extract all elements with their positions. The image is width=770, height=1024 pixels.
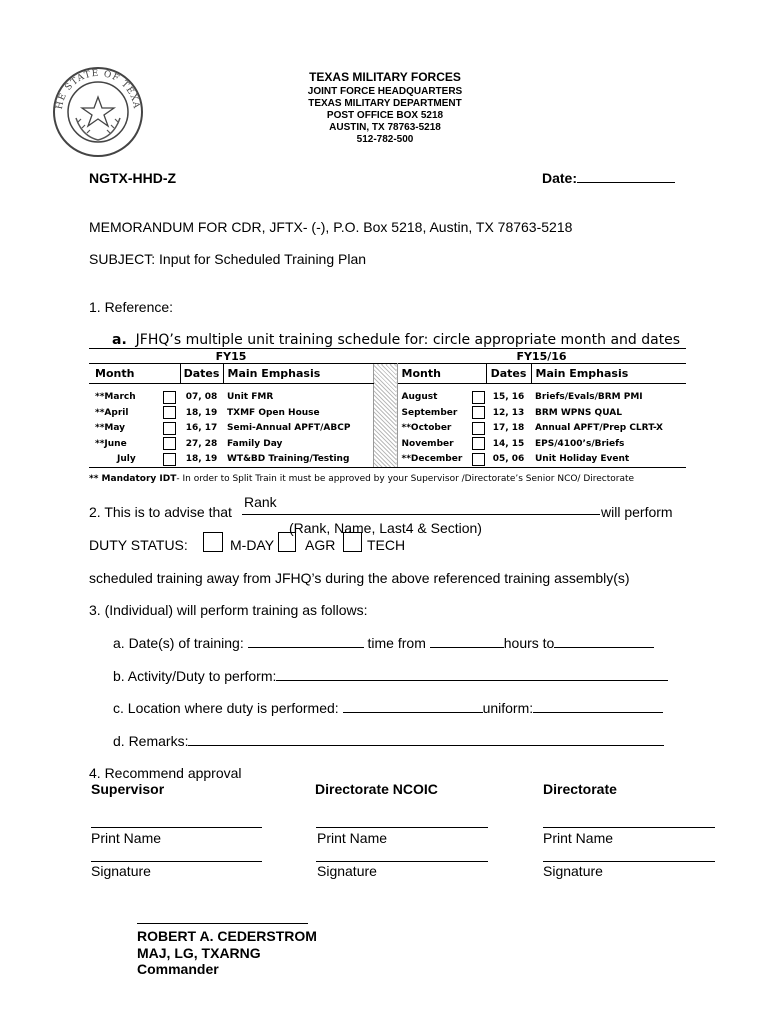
emphasis-cell: WT&BD Training/Testing <box>227 454 350 465</box>
agr-label: AGR <box>305 537 336 553</box>
para3-d <box>113 733 664 749</box>
supervisor-heading: Supervisor <box>91 781 165 797</box>
activity-input[interactable] <box>276 668 668 681</box>
col-month-left: Month <box>89 364 158 384</box>
dates-cell: 14, 15 <box>492 438 525 449</box>
dates-cell: 07, 08 <box>185 392 218 403</box>
month-checkbox[interactable] <box>163 453 176 466</box>
month-checkbox[interactable] <box>163 406 176 419</box>
mandatory-label: ** Mandatory IDT <box>89 474 177 484</box>
training-dates-label: a. Date(s) of training: <box>113 635 244 651</box>
dates-cell: 12, 13 <box>492 407 525 418</box>
directorate-name-line[interactable] <box>543 827 715 828</box>
fy-left-label: FY15 <box>215 349 247 363</box>
mday-checkbox[interactable] <box>203 532 223 552</box>
seal-text: HE STATE OF TEXA <box>54 68 142 111</box>
location-label: c. Location where duty is performed: <box>113 700 339 716</box>
month-checkbox[interactable] <box>472 406 485 419</box>
emphasis-cell: EPS/4100’s/Briefs <box>535 438 625 449</box>
emphasis-cell: Unit FMR <box>227 392 274 403</box>
para3-b <box>113 668 668 684</box>
uniform-label: uniform: <box>482 700 534 716</box>
emphasis-cell: Briefs/Evals/BRM PMI <box>535 392 643 403</box>
month-cell: **December <box>401 454 463 465</box>
letterhead-address <box>250 86 520 146</box>
dates-cell: 18, 19 <box>185 454 218 465</box>
subject-line: SUBJECT: Input for Scheduled Training Plan <box>89 251 367 267</box>
month-cell: **June <box>95 438 127 449</box>
supervisor-print-name: Print Name <box>91 830 162 846</box>
commander-rank: MAJ, LG, TXARNG <box>137 945 261 961</box>
ncoic-signature-line[interactable] <box>316 861 488 862</box>
col-dates-right: Dates <box>486 364 531 384</box>
letterhead-line: 512-782-500 <box>356 134 414 145</box>
reference-heading: 1. Reference: <box>89 299 174 315</box>
para2-prefix: 2. This is to advise that <box>89 504 232 520</box>
para3-c <box>113 700 663 716</box>
org-title: TEXAS MILITARY FORCES <box>309 70 461 84</box>
emphasis-cell: Unit Holiday Event <box>535 454 630 465</box>
tech-label: TECH <box>367 537 406 553</box>
commander-title: Commander <box>137 961 219 977</box>
month-checkbox[interactable] <box>472 453 485 466</box>
remarks-label: d. Remarks: <box>113 733 189 749</box>
month-checkbox[interactable] <box>163 422 176 435</box>
date-label: Date: <box>542 170 578 186</box>
letterhead-line: JOINT FORCE HEADQUARTERS <box>307 86 463 97</box>
mday-label: M-DAY <box>230 537 275 553</box>
rank-caption: (Rank, Name, Last4 & Section) <box>289 520 482 536</box>
month-cell: **October <box>401 423 452 434</box>
month-cell: August <box>401 392 438 403</box>
duty-status-label: DUTY STATUS: <box>89 537 188 553</box>
month-cell: September <box>401 407 458 418</box>
supervisor-signature-line[interactable] <box>91 861 262 862</box>
col-dates-left: Dates <box>180 364 223 384</box>
letterhead-line: POST OFFICE BOX 5218 <box>326 110 444 121</box>
month-cell: July <box>117 454 136 465</box>
col-emphasis-left: Main Emphasis <box>223 364 373 384</box>
date-field <box>542 170 675 186</box>
table-divider <box>373 364 397 468</box>
month-checkbox[interactable] <box>472 437 485 450</box>
month-checkbox[interactable] <box>163 437 176 450</box>
letterhead-line: AUSTIN, TX 78763-5218 <box>329 122 441 133</box>
training-schedule-table <box>89 348 686 468</box>
dates-cell: 16, 17 <box>185 423 218 434</box>
tech-checkbox[interactable] <box>343 532 362 552</box>
mandatory-text: - In order to Split Train it must be approved by your Supervisor /Directorate’s Senior NCO/ Directorate <box>176 474 635 484</box>
svg-text:THE STATE OF TEXAS <box>52 66 141 110</box>
directorate-signature-line[interactable] <box>543 861 715 862</box>
ncoic-signature-label: Signature <box>317 863 377 879</box>
commander-signature-line[interactable] <box>137 923 308 924</box>
month-cell: November <box>401 438 454 449</box>
time-from-input[interactable] <box>430 635 504 648</box>
emphasis-cell: Semi-Annual APFT/ABCP <box>227 423 351 434</box>
supervisor-name-line[interactable] <box>91 827 262 828</box>
dates-cell: 15, 16 <box>492 392 525 403</box>
directorate-print-name: Print Name <box>543 830 614 846</box>
fy-right-label: FY15/16 <box>516 349 567 363</box>
memo-for: MEMORANDUM FOR CDR, JFTX- (-), P.O. Box 5218, Austin, TX 78763-5218 <box>89 219 573 235</box>
rank-name-input[interactable] <box>242 494 600 515</box>
uniform-input[interactable] <box>533 700 663 713</box>
supervisor-signature-label: Signature <box>91 863 151 879</box>
scheduled-text: scheduled training away from JFHQ’s during the above referenced training assembly(s) <box>89 570 630 586</box>
month-checkbox[interactable] <box>472 422 485 435</box>
dates-cell: 05, 06 <box>492 454 525 465</box>
emphasis-cell: Family Day <box>227 438 283 449</box>
emphasis-cell: TXMF Open House <box>227 407 320 418</box>
emphasis-cell: Annual APFT/Prep CLRT-X <box>535 423 663 434</box>
dates-cell: 17, 18 <box>492 423 525 434</box>
date-input[interactable] <box>577 170 675 183</box>
hours-to-label: hours to <box>503 635 555 651</box>
para4-heading: 4. Recommend approval <box>89 765 242 781</box>
dates-cell: 18, 19 <box>185 407 218 418</box>
letterhead-line: TEXAS MILITARY DEPARTMENT <box>308 98 462 109</box>
col-month-right: Month <box>397 364 471 384</box>
month-cell: **April <box>95 407 129 418</box>
month-cell: **March <box>95 392 136 403</box>
month-checkbox[interactable] <box>472 391 485 404</box>
para3-heading: 3. (Individual) will perform training as follows: <box>89 602 368 618</box>
emphasis-cell: BRM WPNS QUAL <box>535 407 622 418</box>
dates-cell: 27, 28 <box>185 438 218 449</box>
remarks-input[interactable] <box>188 733 664 746</box>
commander-name: ROBERT A. CEDERSTROM <box>137 928 317 944</box>
ncoic-name-line[interactable] <box>316 827 488 828</box>
rank-value: Rank <box>244 494 277 510</box>
reference-a-label: a. <box>112 332 127 348</box>
office-symbol: NGTX-HHD-Z <box>89 170 177 186</box>
agr-checkbox[interactable] <box>278 532 296 552</box>
reference-a-text: JFHQ’s multiple unit training schedule for: circle appropriate month and dates <box>135 332 681 348</box>
month-checkbox[interactable] <box>163 391 176 404</box>
ncoic-print-name: Print Name <box>317 830 388 846</box>
directorate-heading: Directorate <box>543 781 617 797</box>
col-emphasis-right: Main Emphasis <box>531 364 686 384</box>
location-input[interactable] <box>343 700 483 713</box>
hours-to-input[interactable] <box>554 635 654 648</box>
ncoic-heading: Directorate NCOIC <box>315 781 438 797</box>
time-from-label: time from <box>367 635 426 651</box>
state-seal <box>52 66 144 158</box>
para2-suffix: will perform <box>601 504 673 520</box>
month-cell: **May <box>95 423 126 434</box>
mandatory-note <box>89 474 634 484</box>
activity-label: b. Activity/Duty to perform: <box>113 668 277 684</box>
training-dates-input[interactable] <box>248 635 364 648</box>
directorate-signature-label: Signature <box>543 863 603 879</box>
para3-a <box>113 635 654 651</box>
reference-a <box>112 332 680 348</box>
